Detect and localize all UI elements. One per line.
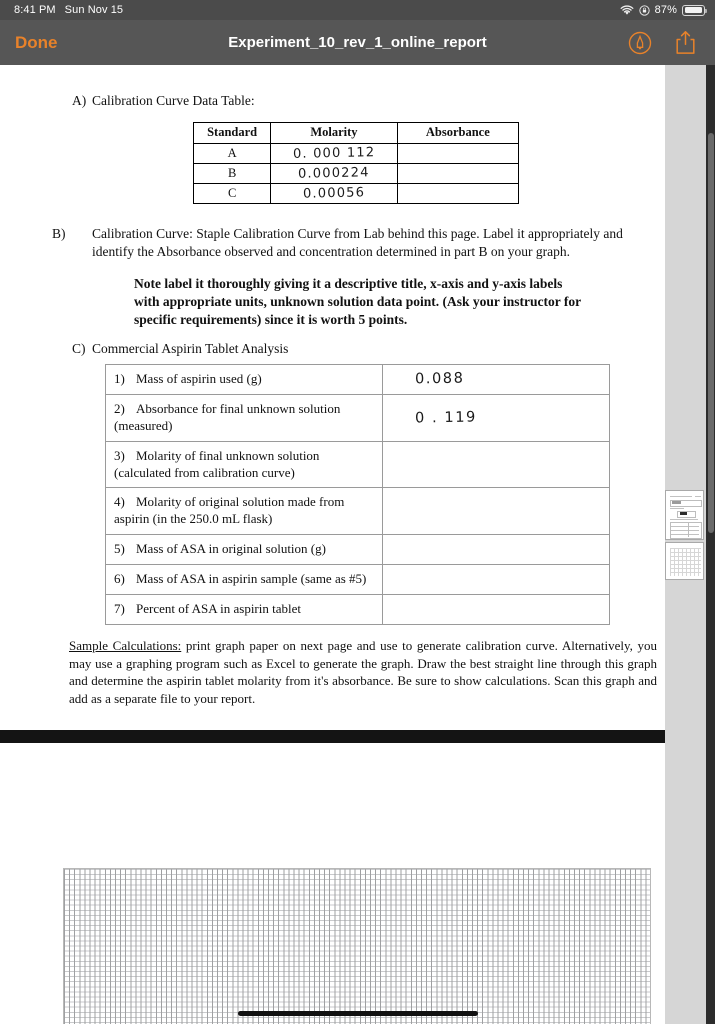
row-label [106, 441, 383, 488]
row-number: 1) [114, 371, 125, 386]
graph-paper-grid [63, 868, 651, 1024]
thumb-line [671, 526, 699, 527]
table-row [106, 441, 610, 488]
handwritten-value: 0. 000 112 [292, 144, 376, 162]
table-header-row [194, 123, 519, 144]
sample-calculations-body: print graph paper on next page and use to generate calibration curve. Alternatively, you may use a graphing program such as Excel to generate the graph. Draw the best straight line through this graph and determine the aspirin tablet molarity from it's absorbance. Be sure to show calculations. Scan this graph and add as a separate file to your report. [69, 638, 658, 707]
thumb-block [680, 512, 687, 515]
cell-molarity [271, 164, 397, 184]
document-viewport[interactable] [0, 65, 715, 1024]
row-value [382, 365, 609, 395]
navigation-actions [628, 30, 697, 55]
row-label-text: Mass of aspirin used (g) [136, 371, 262, 386]
row-value [382, 488, 609, 535]
aspirin-analysis-table [105, 364, 610, 625]
table-row [106, 535, 610, 565]
section-a-heading [72, 93, 255, 109]
page-separator [0, 730, 665, 743]
row-value [382, 565, 609, 595]
sample-calculations-title: Sample Calculations: [69, 638, 182, 653]
page-1-thumbnail[interactable] [665, 490, 704, 540]
thumb-line [695, 496, 701, 497]
table-row [106, 488, 610, 535]
table-row [106, 394, 610, 441]
handwritten-value: 0.088 [414, 371, 465, 388]
row-label-text: Molarity of original solution made from aspirin (in the 250.0 mL flask) [114, 494, 345, 527]
cell-absorbance [397, 164, 518, 184]
vertical-scrollbar-thumb[interactable] [708, 133, 714, 533]
row-label-text: Absorbance for final unknown solution (measured) [114, 400, 341, 433]
row-number: 3) [114, 447, 125, 463]
wifi-icon [620, 5, 634, 16]
status-date: Sun Nov 15 [64, 4, 124, 16]
status-bar-right [620, 4, 705, 16]
thumb-divider [688, 523, 689, 537]
status-bar [0, 0, 715, 20]
row-number: 5) [114, 541, 125, 557]
column-header-absorbance: Absorbance [397, 123, 518, 144]
cell-molarity [271, 184, 397, 204]
section-b-label: B) [52, 226, 66, 241]
cell-standard: A [194, 144, 271, 164]
row-value [382, 535, 609, 565]
page-2-thumbnail[interactable] [665, 542, 704, 580]
section-b-paragraph [52, 225, 632, 261]
table-row [194, 184, 519, 204]
battery-icon [682, 5, 705, 16]
thumb-line [671, 530, 699, 531]
thumb-block [672, 501, 681, 504]
handwritten-value: 0.000224 [297, 164, 370, 182]
markup-pen-icon[interactable] [628, 31, 652, 55]
thumb-line [671, 534, 699, 535]
row-value [382, 394, 609, 441]
table-row [194, 144, 519, 164]
vertical-scrollbar-track[interactable] [706, 65, 715, 1024]
section-b [52, 225, 632, 329]
cell-absorbance [397, 184, 518, 204]
page-thumbnail-group [665, 490, 706, 580]
section-a-label: A) [72, 93, 87, 108]
section-c-label: C) [72, 341, 86, 356]
document-page-1 [0, 65, 665, 730]
row-label-text: Mass of ASA in original solution (g) [136, 541, 326, 557]
thumb-line [670, 519, 698, 520]
row-label-text: Molarity of final unknown solution (calculated from calibration curve) [114, 447, 320, 480]
column-header-molarity: Molarity [271, 123, 397, 144]
row-value [382, 441, 609, 488]
section-a-heading-text: Calibration Curve Data Table: [92, 93, 255, 108]
row-label-text: Mass of ASA in aspirin sample (same as #5) [136, 571, 367, 587]
battery-percent-label: 87% [654, 4, 677, 16]
section-b-note: Note label it thoroughly giving it a descriptive title, x-axis and y-axis labels with appropriate units, unknown solution data point. (Ask your instructor for specific requirements) since it is worth 5 points. [134, 275, 581, 327]
document-title: Experiment_10_rev_1_online_report [228, 34, 487, 51]
home-indicator[interactable] [238, 1011, 478, 1016]
section-c-heading-text: Commercial Aspirin Tablet Analysis [92, 341, 289, 356]
row-label [106, 365, 383, 395]
cell-standard: B [194, 164, 271, 184]
handwritten-value: 0.00056 [302, 184, 366, 202]
column-header-standard: Standard [194, 123, 271, 144]
table-row [106, 365, 610, 395]
table-row [106, 595, 610, 625]
done-button[interactable]: Done [15, 32, 58, 52]
handwritten-value: 0 . 119 [414, 409, 477, 427]
status-bar-left [14, 4, 123, 16]
row-label-text: Percent of ASA in aspirin tablet [136, 601, 302, 617]
row-label [106, 488, 383, 535]
thumb-line [670, 496, 692, 497]
battery-fill [685, 7, 702, 13]
cell-standard: C [194, 184, 271, 204]
page-thumbnail-rail[interactable] [665, 65, 706, 1024]
row-number: 4) [114, 494, 125, 510]
section-b-text: Calibration Curve: Staple Calibration Curve from Lab behind this page. Label it appropriately and identify the Absorbance observed and concentration determined in part B on your graph. [92, 226, 623, 259]
row-label [106, 535, 383, 565]
sample-calculations-paragraph [69, 637, 657, 708]
row-label [106, 394, 383, 441]
table-row [194, 164, 519, 184]
row-number: 6) [114, 571, 125, 587]
screen-lock-rotation-icon [639, 5, 650, 16]
calibration-curve-data-table [193, 122, 519, 204]
navigation-bar [0, 20, 715, 65]
row-value [382, 595, 609, 625]
table-row [106, 565, 610, 595]
section-c-heading [72, 341, 288, 357]
document-page-2 [0, 743, 665, 1024]
cell-molarity [271, 144, 397, 164]
row-label [106, 565, 383, 595]
cell-absorbance [397, 144, 518, 164]
share-icon[interactable] [674, 30, 697, 55]
row-number: 2) [114, 400, 125, 416]
row-label [106, 595, 383, 625]
thumb-line [670, 508, 684, 509]
row-number: 7) [114, 601, 125, 617]
status-time: 8:41 PM [14, 4, 56, 16]
